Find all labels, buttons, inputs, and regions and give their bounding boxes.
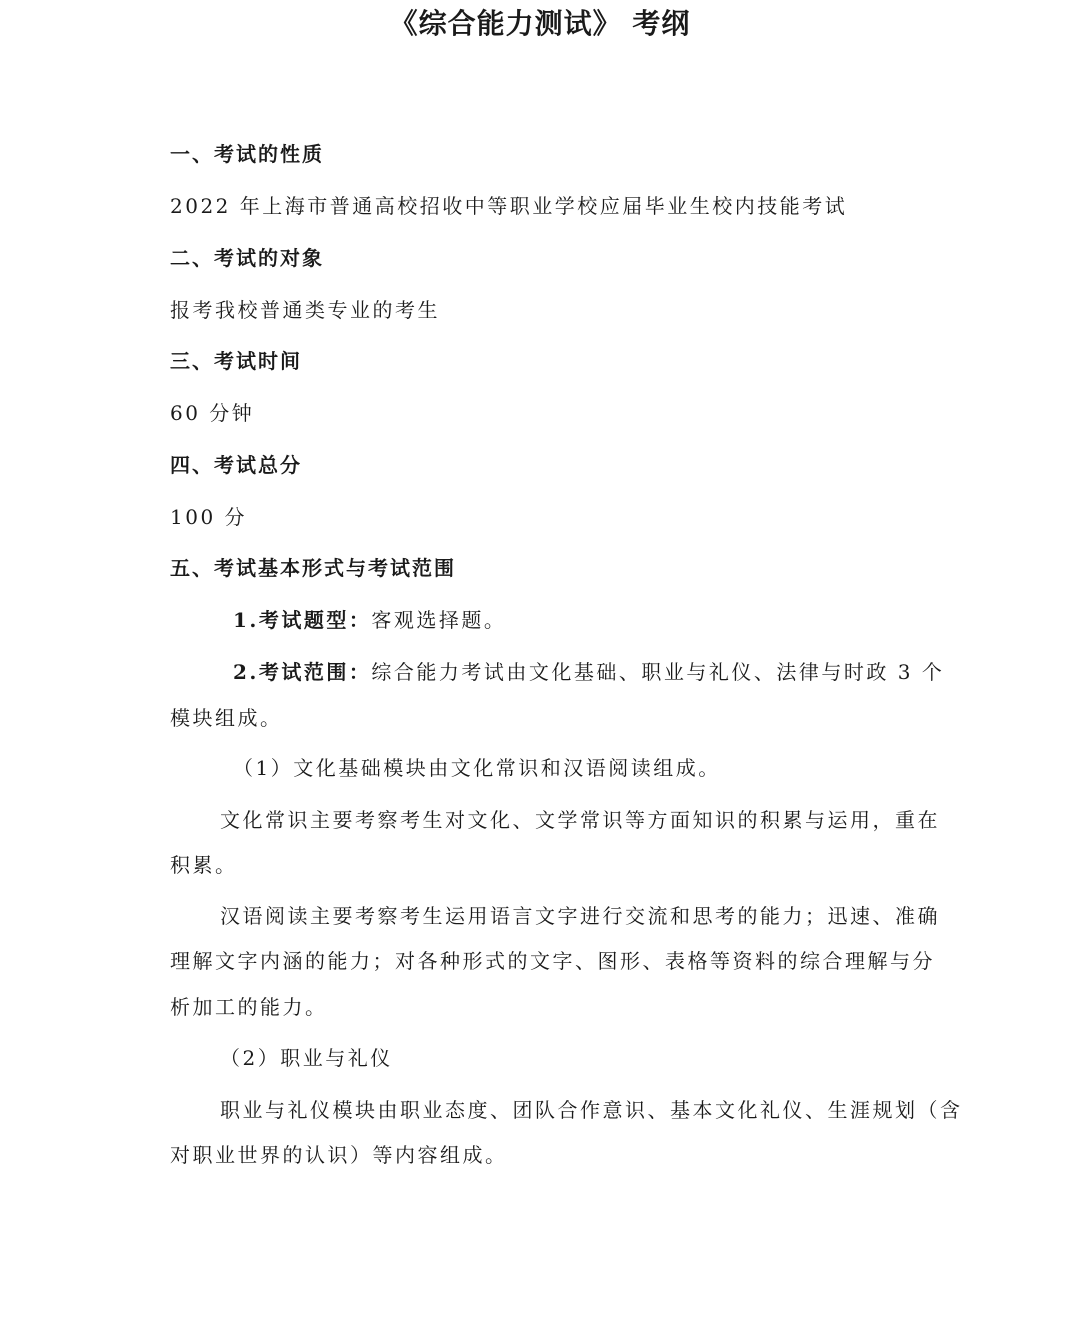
para-reading-line2: 理解文字内涵的能力；对各种形式的文字、图形、表格等资料的综合理解与分 xyxy=(170,949,935,973)
item-question-type-label: 1.考试题型： xyxy=(233,608,372,632)
para-reading-line3: 析加工的能力。 xyxy=(170,995,328,1019)
item-scope-line1 xyxy=(233,657,945,687)
para-culture-line2: 积累。 xyxy=(170,853,238,877)
sub-heading-career-module: （2）职业与礼仪 xyxy=(220,1046,393,1070)
section-body-score: 100 分 xyxy=(170,505,248,529)
item-question-type xyxy=(233,605,913,635)
section-heading-nature: 一、考试的性质 xyxy=(170,142,324,166)
item-scope-text: 综合能力考试由文化基础、职业与礼仪、法律与时政 3 个 xyxy=(371,660,945,684)
section-heading-target: 二、考试的对象 xyxy=(170,246,324,270)
para-reading-line1: 汉语阅读主要考察考生运用语言文字进行交流和思考的能力；迅速、准确 xyxy=(220,904,940,928)
section-body-target: 报考我校普通类专业的考生 xyxy=(170,298,440,322)
section-heading-time: 三、考试时间 xyxy=(170,349,302,373)
item-scope-line2: 模块组成。 xyxy=(170,706,283,730)
section-body-nature: 2022 年上海市普通高校招收中等职业学校应届毕业生校内技能考试 xyxy=(170,194,848,218)
para-career-line2: 对职业世界的认识）等内容组成。 xyxy=(170,1143,508,1167)
para-culture-line1: 文化常识主要考察考生对文化、文学常识等方面知识的积累与运用，重在 xyxy=(220,808,940,832)
section-body-time: 60 分钟 xyxy=(170,401,255,425)
document-title: 《综合能力测试》 考纲 xyxy=(389,7,691,40)
para-career-line1: 职业与礼仪模块由职业态度、团队合作意识、基本文化礼仪、生涯规划（含 xyxy=(220,1098,963,1122)
section-heading-format: 五、考试基本形式与考试范围 xyxy=(170,556,456,580)
sub-heading-culture-module: （1）文化基础模块由文化常识和汉语阅读组成。 xyxy=(233,756,721,780)
section-heading-score: 四、考试总分 xyxy=(170,453,302,477)
item-scope-label: 2.考试范围： xyxy=(233,660,372,684)
item-question-type-text: 客观选择题。 xyxy=(371,608,507,632)
